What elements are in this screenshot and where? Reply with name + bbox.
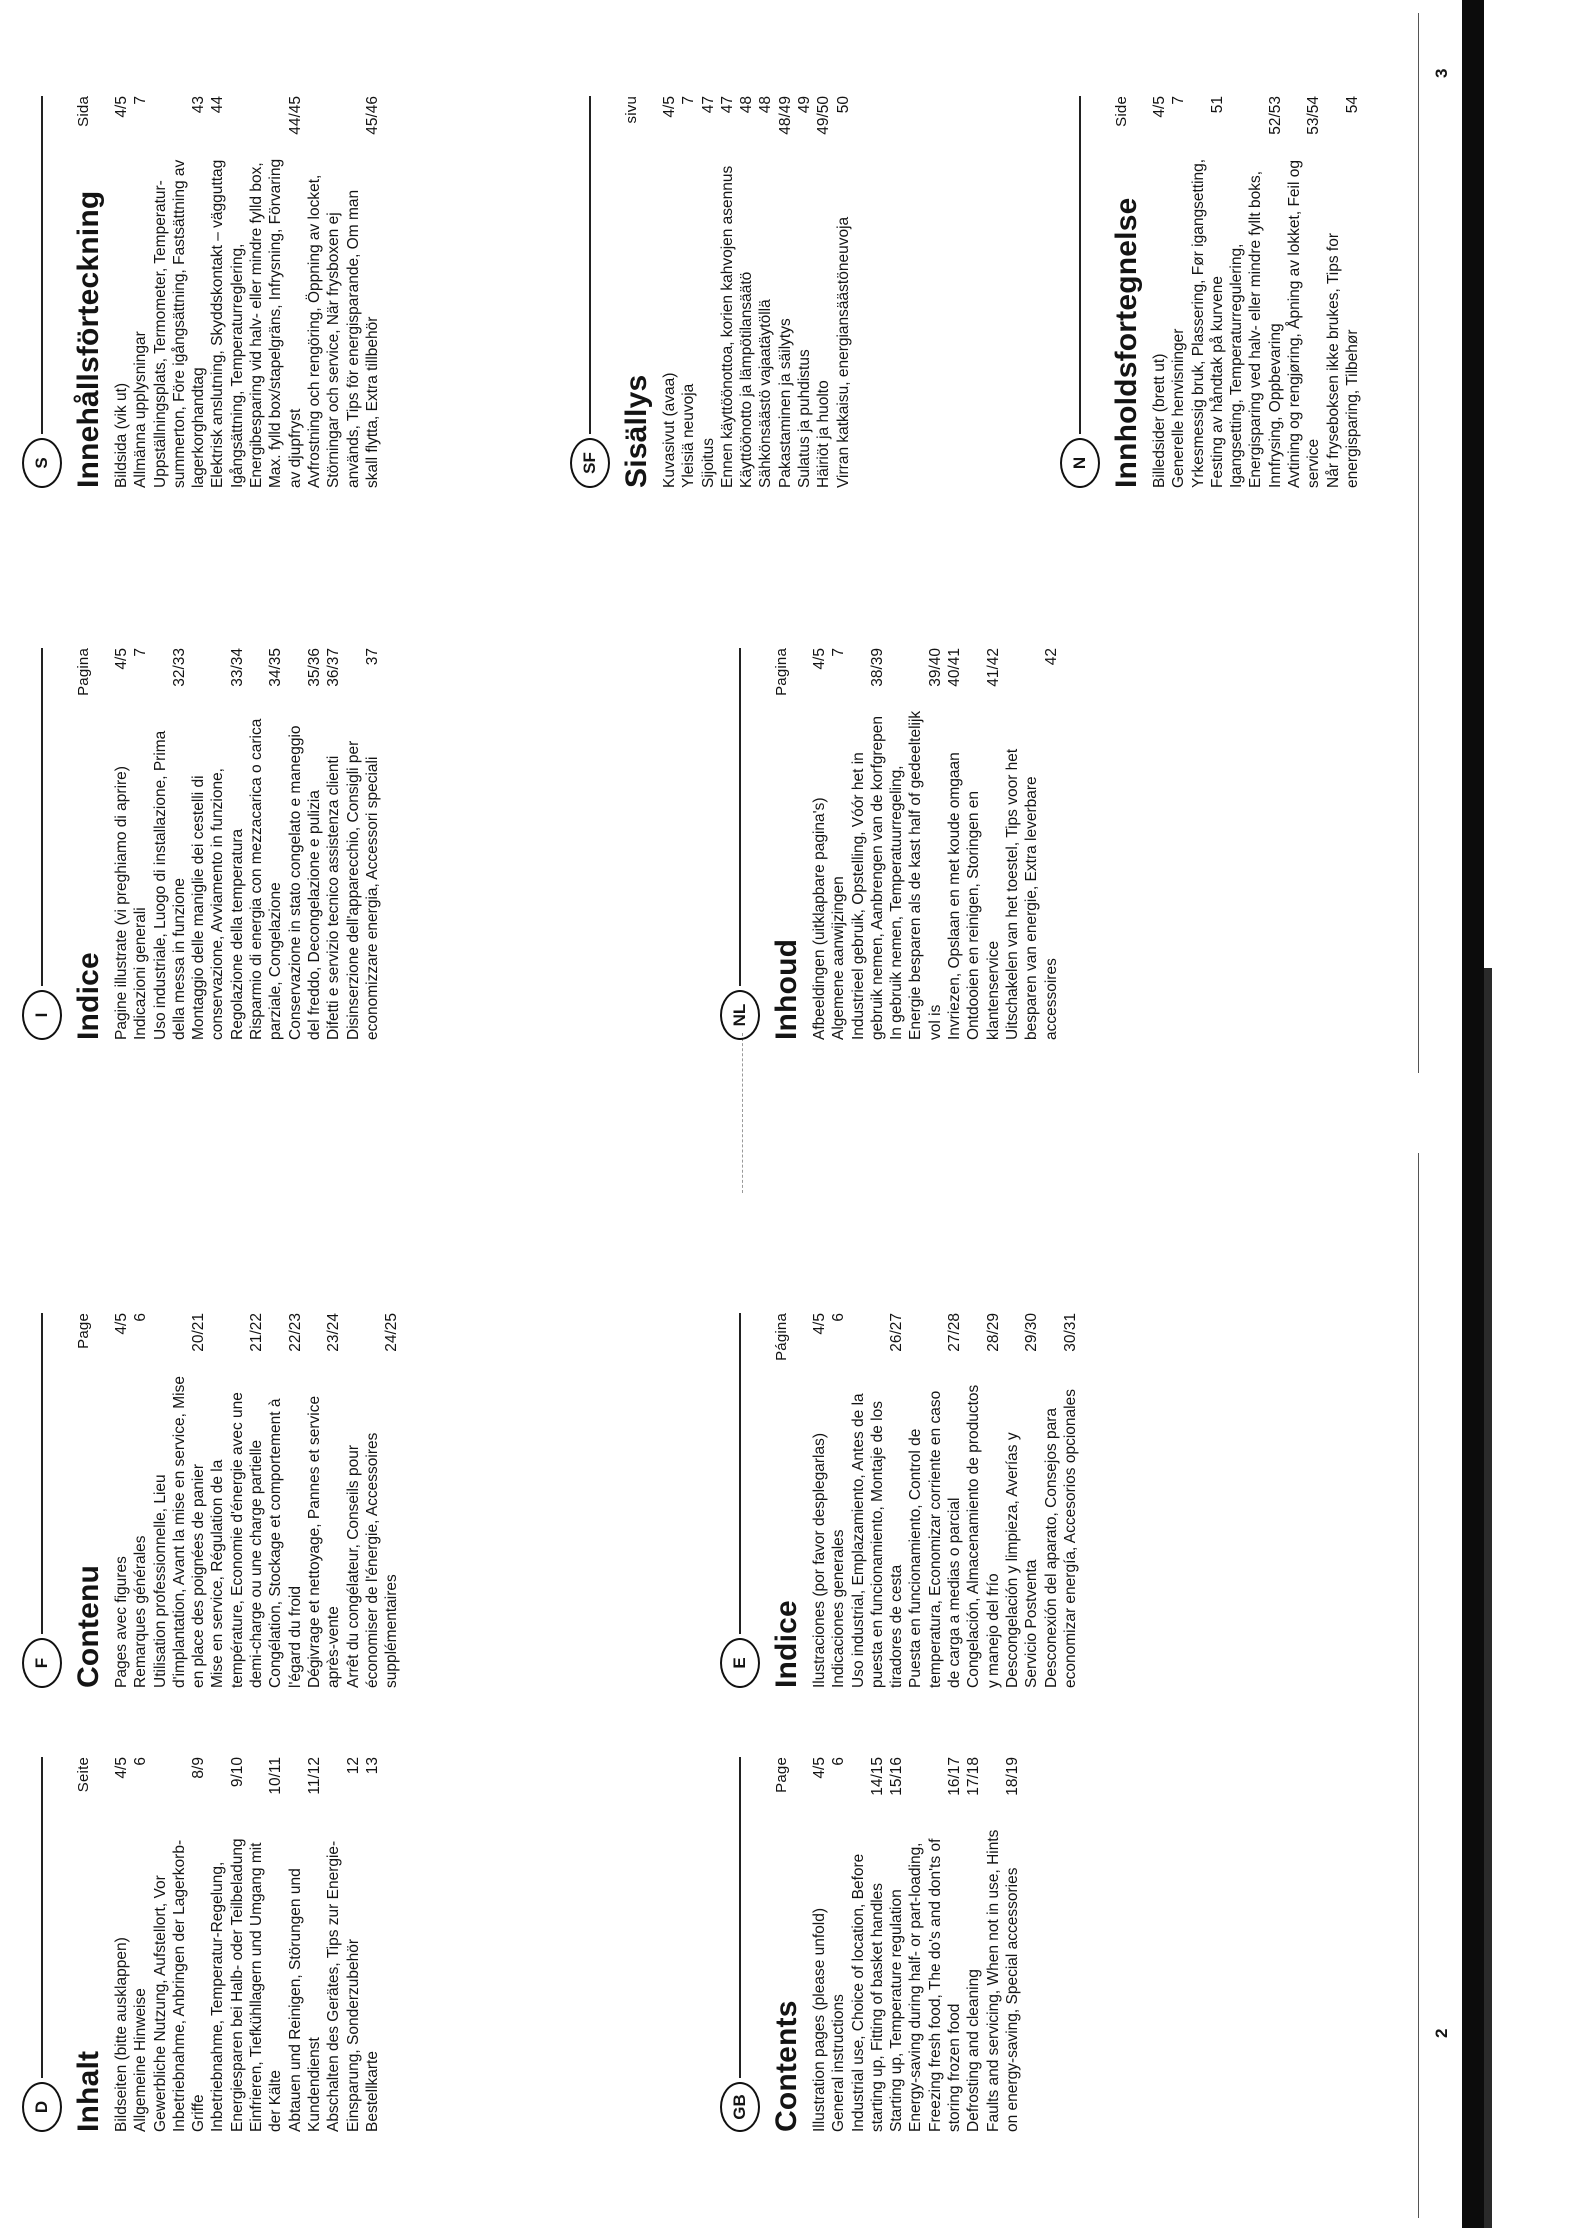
toc-entry [699, 96, 718, 488]
page-column-label: Pagina [75, 648, 92, 696]
toc-entry [906, 1757, 964, 2132]
section-header [720, 1313, 768, 1688]
entry-page: 49 [796, 96, 814, 114]
entry-text: Sijoitus [699, 438, 717, 488]
toc-entry [344, 648, 383, 1040]
entry-page: 52/53 [1266, 96, 1284, 135]
page-column-label: Page [75, 1313, 92, 1349]
entry-text: Bildsida (vik ut) [113, 382, 130, 488]
section-title: Innholdsfortegnelse [1110, 197, 1143, 488]
header-rule [739, 648, 741, 986]
toc-section-s [22, 96, 382, 488]
toc-entry [814, 96, 833, 488]
header-rule [41, 96, 43, 434]
entry-page: 12 [344, 1757, 362, 1775]
entry-text: Faults and servicing, When not in use, Hints on energy-saving, Special accessories [984, 1829, 1021, 2132]
page-column-label: Pagina [773, 648, 790, 696]
toc-entry [228, 96, 305, 488]
entry-text: Industrieel gebruik, Opstelling, Vóór het in gebruik nemen, Aanbrengen van de korfgrepen [849, 715, 886, 1040]
toc-entry [964, 1313, 1003, 1688]
entry-text: Uitschakelen van het toestel, Tips voor het besparen van energie, Extra leverbare accessoires [1003, 748, 1060, 1040]
entry-text: Arrêt du congélateur, Conseils pour économiser de l'énergie, Accessoires supplémentaires [344, 1432, 401, 1688]
entry-text: Gewerbliche Nutzung, Aufstellort, Vor Inbetriebnahme, Anbringen der Lagerkorb-Griffe [151, 1839, 208, 2132]
entry-page: 26/27 [888, 1313, 906, 1352]
entry-page: 48 [757, 96, 775, 114]
language-badge: GB [720, 2082, 760, 2132]
entry-page: 7 [132, 648, 150, 657]
entry-text: Congélation, Stockage et comportement à l'égard du froid [267, 1398, 304, 1688]
section-title-row [70, 1313, 108, 1688]
toc-entry [151, 1313, 209, 1688]
entry-page: 14/15 [868, 1757, 886, 1796]
toc-entry [849, 1313, 907, 1688]
toc-entry [151, 96, 209, 488]
entry-text: General instructions [830, 1994, 848, 2132]
entry-text: Bildseiten (bitte ausklappen) [113, 1937, 130, 2132]
entry-page: 48 [738, 96, 756, 114]
toc-entry [131, 96, 150, 488]
entry-text: Pages avec figures [113, 1556, 130, 1688]
section-title: Sisällys [620, 374, 653, 488]
entry-text: Pagine illustrate (vi preghiamo di aprire) [113, 766, 130, 1040]
entry-text: Invriezen, Opslaan en met koude omgaan [946, 752, 964, 1040]
toc-entry [305, 1313, 344, 1688]
toc-entry [286, 1757, 325, 2132]
entry-text: Sulatus ja puhdistus [796, 349, 814, 488]
toc-entry [849, 648, 888, 1040]
toc-section-f [22, 1313, 401, 1688]
entry-page: 45/46 [363, 96, 381, 135]
entry-page: 47 [718, 96, 736, 114]
toc-entry [737, 96, 756, 488]
toc-entry [964, 648, 1003, 1040]
entry-text: Abschalten des Gerätes, Tips zur Energie-Einsparung, Sonderzubehör [325, 1840, 362, 2132]
entry-text: Bestellkarte [363, 2051, 381, 2132]
header-rule [739, 1313, 741, 1634]
entry-text: Algemene aanwijzingen [830, 876, 848, 1040]
toc-entry [266, 1313, 305, 1688]
entry-text: Montaggio delle maniglie dei cestelli di conservazione, Avviamento in funzione, Regolazione della temperatura [190, 768, 246, 1040]
toc-entry [829, 1757, 848, 2132]
toc-section-d [22, 1757, 382, 2132]
entry-text: Mise en service, Régulation de la température, Economie d'énergie avec une demi-charge ou une charge partielle [209, 1392, 266, 1688]
toc-entry [1324, 96, 1363, 488]
page-column-label: Side [1113, 96, 1130, 127]
section-title-row [768, 1757, 806, 2132]
entry-page: 47 [699, 96, 717, 114]
section-header [22, 1757, 70, 2132]
entry-text: Einfrieren, Tiefkühllagern und Umgang mit der Kälte [248, 1842, 285, 2132]
toc-entry [247, 648, 286, 1040]
entry-text: Kuvasivut (avaa) [661, 372, 678, 488]
page-column-label: Sida [75, 96, 92, 127]
toc-section-i [22, 648, 382, 1040]
entry-text: Uppställningsplats, Termometer, Temperatur-summerton, Före igångsättning, Fastsättning av lagerkorghandtag [151, 159, 208, 488]
entry-page: 4/5 [113, 648, 130, 670]
entry-page: 17/18 [965, 1757, 983, 1796]
entry-text: Allgemeine Hinweise [132, 1988, 150, 2132]
toc-entry [1150, 96, 1169, 488]
toc-entry [112, 96, 131, 488]
entry-text: Igangsetting, Temperaturregulering, Energisparing ved halv- eller mindre fyllt boks, Innfrysing, Oppbevaring [1228, 170, 1284, 488]
section-header [22, 1313, 70, 1688]
toc-entry [286, 648, 325, 1040]
entry-page: 4/5 [661, 96, 678, 118]
header-rule [41, 1757, 43, 2078]
entry-text: Inbetriebnahme, Temperatur-Regelung, Energiesparen bei Halb- oder Teilbeladung [209, 1838, 246, 2132]
toc-entry [324, 648, 343, 1040]
entry-page: 43 [190, 96, 208, 114]
entry-text: Häiriöt ja huolto [815, 380, 833, 488]
entry-text: In gebruik nemen, Temperatuurregeling, Energie besparen als de kast half of gedeeltelijk vol is [888, 710, 944, 1040]
toc-entry [151, 648, 190, 1040]
language-badge: D [22, 2082, 62, 2132]
entry-page: 51 [1208, 96, 1226, 114]
toc-entry [363, 1757, 382, 2132]
toc-section-e [720, 1313, 1080, 1688]
entry-page: 33/34 [228, 648, 246, 687]
entry-text: Starting up, Temperature regulation [888, 1889, 906, 2132]
entry-page: 4/5 [113, 1313, 130, 1335]
toc-entry [964, 1757, 983, 2132]
toc-entry [810, 1757, 829, 2132]
toc-entry [810, 1313, 829, 1688]
entry-text: Uso industrial, Emplazamiento, Antes de la puesta en funcionamiento, Montaje de los tiradores de cesta [849, 1393, 906, 1688]
toc-entry [660, 96, 679, 488]
entry-page: 32/33 [170, 648, 188, 687]
section-title-row [70, 648, 108, 1040]
entry-text: Uso industriale, Luogo di installazione, Prima della messa in funzione [151, 730, 188, 1040]
bottom-rule-left [1418, 1153, 1419, 2218]
page-number-left: 2 [1432, 2028, 1451, 2038]
entry-page: 42 [1042, 648, 1060, 666]
entry-text: Difetti e servizio tecnico assistenza clienti [325, 755, 343, 1040]
section-title-row [618, 96, 656, 488]
toc-entry [984, 1757, 1023, 2132]
entry-page: 7 [1170, 96, 1188, 105]
entry-page: 10/11 [267, 1757, 285, 1795]
entry-page: 35/36 [305, 648, 323, 687]
toc-entry [776, 96, 795, 488]
section-header [720, 1757, 768, 2132]
page-column-label: sivu [623, 96, 640, 124]
toc-entry [208, 1757, 247, 2132]
language-badge: NL [720, 990, 760, 1040]
section-header [720, 648, 768, 1040]
language-badge: SF [570, 438, 610, 488]
entry-page: 29/30 [1023, 1313, 1041, 1352]
section-title: Innehållsförteckning [72, 190, 105, 488]
scan-shadow-band-inner [1484, 968, 1492, 2228]
entry-text: Ennen käyttöönottoa, korien kahvojen asennus [718, 165, 736, 488]
toc-entry [1003, 1313, 1042, 1688]
language-badge: F [22, 1638, 62, 1688]
section-title-row [768, 1313, 806, 1688]
toc-entry [324, 1757, 363, 2132]
entry-text: Indicaciones generales [830, 1529, 848, 1688]
entry-text: Disinserzione dell'apparecchio, Consigli per economizzare energia, Accessori speciali [344, 740, 381, 1040]
header-rule [41, 648, 43, 986]
entry-page: 22/23 [286, 1313, 304, 1352]
toc-entry [344, 1313, 402, 1688]
entry-text: Når fryseboksen ikke brukes, Tips for energisparing, Tilbehør [1324, 233, 1361, 488]
entry-text: Abtauen und Reinigen, Störungen und Kundendienst [286, 1868, 323, 2132]
entry-page: 13 [363, 1757, 381, 1775]
entry-page: 37 [363, 648, 381, 666]
entry-text: Risparmio di energia con mezzacarica o carica parziale, Congelazione [248, 718, 285, 1040]
entry-page: 4/5 [113, 96, 130, 118]
entry-page: 34/35 [267, 648, 285, 687]
language-badge: E [720, 1638, 760, 1688]
entry-text: Yleisiä neuvoja [680, 383, 698, 488]
section-title: Contenu [72, 1564, 105, 1688]
section-header [1060, 96, 1108, 488]
entry-text: Avtining og rengjøring, Åpning av lokket, Feil og service [1286, 160, 1323, 488]
entry-text: Congelación, Almacenamiento de productos y manejo del frío [965, 1384, 1002, 1688]
header-rule [41, 1313, 43, 1634]
entry-text: Puesta en funcionamiento, Control de temperatura, Economizar corriente en caso de carga a medias o parcial [907, 1390, 964, 1688]
header-rule [739, 1757, 741, 2078]
toc-entry [208, 1313, 266, 1688]
page-column-label: Page [773, 1757, 790, 1793]
section-header [570, 96, 618, 488]
header-rule [589, 96, 591, 434]
entry-page: 4/5 [811, 648, 828, 670]
toc-entry [1227, 96, 1285, 488]
entry-page: 16/17 [946, 1757, 964, 1796]
language-badge: N [1060, 438, 1100, 488]
entry-text: Virran katkaisu, energiansäästöneuvoja [834, 216, 852, 488]
entry-page: 49/50 [815, 96, 833, 135]
entry-page: 20/21 [190, 1313, 208, 1352]
toc-entry [131, 1313, 150, 1688]
entry-text: Igångsättning, Temperaturreglering, Energibesparing vid halv- eller mindre fylld box, Max. fylld box/stapelgräns, Infrysning, Förvaring av djupfryst [228, 158, 304, 488]
entry-text: Generelle henvisninger [1170, 328, 1188, 488]
page-number-right: 3 [1432, 68, 1451, 78]
entry-page: 6 [830, 1313, 848, 1322]
section-title-row [70, 96, 108, 488]
entry-page: 27/28 [946, 1313, 964, 1352]
toc-entry [1189, 96, 1228, 488]
entry-page: 48/49 [776, 96, 794, 135]
entry-text: Industrial use, Choice of location, Before starting up, Fitting of basket handles [849, 1853, 886, 2132]
entry-page: 30/31 [1061, 1313, 1079, 1352]
toc-entry [131, 1757, 150, 2132]
entry-page: 4/5 [811, 1757, 828, 1779]
toc-entry [305, 96, 382, 488]
entry-text: Yrkesmessig bruk, Plassering, Før igangsetting, Festing av håndtak på kurvene [1189, 158, 1226, 488]
entry-text: Utilisation professionnelle, Lieu d'implantation, Avant la mise en service, Mise en place des poignées de panier [151, 1376, 208, 1688]
toc-entry [131, 648, 150, 1040]
toc-entry [795, 96, 814, 488]
toc-entry [810, 648, 829, 1040]
language-badge: S [22, 438, 62, 488]
entry-text: Dégivrage et nettoyage, Pannes et service après-vente [305, 1395, 343, 1688]
entry-text: Elektrisk anslutning, Skyddskontakt – vägguttag [209, 159, 227, 488]
entry-page: 24/25 [383, 1313, 401, 1352]
entry-page: 11/12 [305, 1757, 323, 1795]
entry-text: Energy-saving during half- or part-loading, Freezing fresh food, The do's and don'ts of storing frozen food [907, 1838, 964, 2132]
entry-text: Ontdooien en reinigen, Storingen en klantenservice [965, 790, 1002, 1040]
entry-page: 7 [680, 96, 698, 105]
section-title-row [1108, 96, 1146, 488]
section-title: Indice [72, 952, 105, 1040]
entry-page: 7 [132, 96, 150, 105]
toc-entry [112, 1313, 131, 1688]
entry-page: 44 [209, 96, 227, 114]
entry-page: 21/22 [248, 1313, 266, 1352]
entry-page: 50 [834, 96, 852, 114]
toc-entry [718, 96, 737, 488]
entry-page: 18/19 [1003, 1757, 1021, 1796]
entry-page: 41/42 [984, 648, 1002, 687]
entry-text: Sähkönsäästö vajaatäytöllä [757, 299, 775, 488]
entry-page: 15/16 [888, 1757, 906, 1796]
toc-section-nl [720, 648, 1061, 1040]
entry-page: 7 [830, 648, 848, 657]
toc-entry [189, 648, 247, 1040]
entry-page: 4/5 [811, 1313, 828, 1335]
toc-entry [1003, 648, 1061, 1040]
toc-entry [945, 648, 964, 1040]
entry-page: 36/37 [325, 648, 343, 687]
section-header [22, 648, 70, 1040]
section-title-row [70, 1757, 108, 2132]
entry-page: 54 [1343, 96, 1361, 114]
entry-text: Remarques générales [132, 1535, 150, 1688]
entry-page: 23/24 [325, 1313, 343, 1352]
toc-entry [1042, 1313, 1081, 1688]
entry-text: Pakastaminen ja säilytys [776, 318, 794, 488]
toc-entry [208, 96, 227, 488]
page-column-label: Seite [75, 1757, 92, 1793]
entry-page: 53/54 [1305, 96, 1323, 135]
entry-text: Billedsider (brett ut) [1151, 353, 1168, 488]
toc-entry [151, 1757, 209, 2132]
entry-page: 44/45 [286, 96, 304, 135]
header-rule [1079, 96, 1081, 434]
bottom-rule-right [1418, 13, 1419, 1073]
entry-text: Avfrostning och rengöring, Öppning av locket, Störningar och service, När frysboxen ej används, Tips för energisparande, Om man skall flytta, Extra tillbehör [305, 174, 381, 488]
toc-entry [906, 1313, 964, 1688]
entry-text: Allmänna upplysningar [132, 331, 150, 488]
toc-entry [247, 1757, 286, 2132]
entry-text: Ilustraciones (por favor desplegarlas) [811, 1432, 828, 1688]
page-column-label: Página [773, 1313, 790, 1361]
toc-entry [849, 1757, 888, 2132]
toc-section-sf [570, 96, 853, 488]
toc-entry [829, 1313, 848, 1688]
entry-text: Desconexión del aparato, Consejos para economizar energía, Accesorios opcionales [1042, 1389, 1079, 1688]
entry-text: Defrosting and cleaning [965, 1969, 983, 2132]
toc-entry [756, 96, 775, 488]
entry-page: 28/29 [984, 1313, 1002, 1352]
section-title-row [768, 648, 806, 1040]
toc-section-gb [720, 1757, 1022, 2132]
entry-text: Descongelación y limpieza, Averías y Servicio Postventa [1003, 1432, 1041, 1688]
section-title: Contents [770, 2000, 803, 2132]
toc-entry [887, 1757, 906, 2132]
entry-page: 38/39 [868, 648, 886, 687]
toc-entry [1285, 96, 1324, 488]
toc-entry [829, 648, 848, 1040]
entry-page: 8/9 [190, 1757, 208, 1779]
entry-text: Afbeeldingen (uitklapbare pagina's) [811, 797, 828, 1040]
section-title: Indice [770, 1600, 803, 1688]
toc-section-n [1060, 96, 1362, 488]
entry-page: 39/40 [926, 648, 944, 687]
entry-page: 4/5 [113, 1757, 130, 1779]
entry-text: Käyttöönotto ja lämpötilansäätö [738, 271, 756, 488]
entry-page: 40/41 [946, 648, 964, 687]
toc-entry [112, 648, 131, 1040]
entry-text: Conservazione in stato congelato e maneggio del freddo, Decongelazione e pulizia [286, 725, 323, 1040]
scan-shadow-band [1462, 0, 1484, 2228]
entry-page: 6 [830, 1757, 848, 1766]
toc-entry [679, 96, 698, 488]
entry-page: 4/5 [1151, 96, 1168, 118]
section-title: Inhoud [770, 938, 803, 1040]
entry-text: Indicazioni generali [132, 907, 150, 1040]
entry-text: Illustration pages (please unfold) [811, 1907, 828, 2132]
entry-page: 6 [132, 1757, 150, 1766]
toc-entry [887, 648, 945, 1040]
entry-page: 9/10 [228, 1757, 246, 1788]
fold-mark [742, 1033, 743, 1193]
section-title: Inhalt [72, 2050, 105, 2132]
section-header [22, 96, 70, 488]
toc-entry [834, 96, 853, 488]
toc-entry [112, 1757, 131, 2132]
entry-page: 6 [132, 1313, 150, 1322]
toc-entry [1169, 96, 1188, 488]
language-badge: I [22, 990, 62, 1040]
